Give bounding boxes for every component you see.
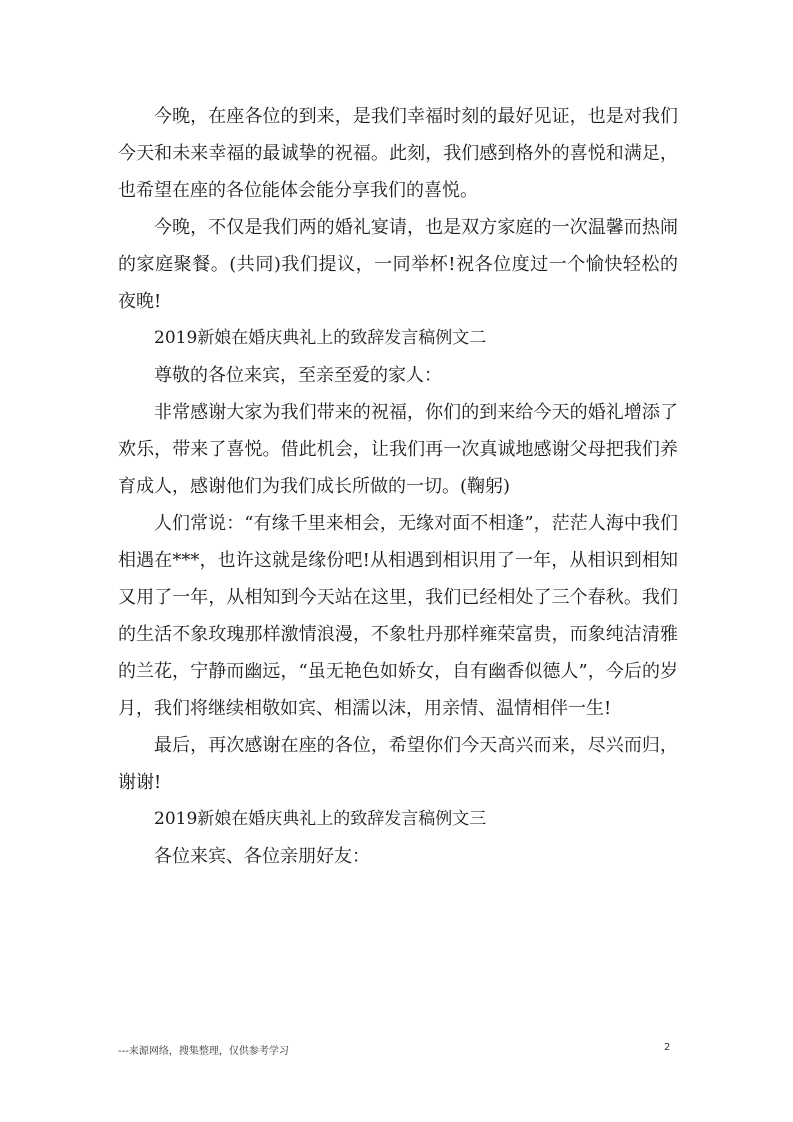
paragraph: 非常感谢大家为我们带来的祝福，你们的到来给今天的婚礼增添了欢乐，带来了喜悦。借此机会，让我们再一次真诚地感谢父母把我们养育成人，感谢他们为我们成长所做的一切。(鞠躬) [118, 402, 678, 497]
footer-source-note: ---来源网络，搜集整理，仅供参考学习 [118, 1046, 289, 1057]
document-body [118, 98, 678, 875]
salutation: 各位来宾、各位亲朋好友： [154, 846, 370, 867]
paragraph: 今晚，不仅是我们两的婚礼宴请，也是双方家庭的一次温馨而热闹的家庭聚餐。(共同)我们提议，一同举杯!祝各位度过一个愉快轻松的夜晚! [118, 217, 678, 312]
section-heading: 2019新娘在婚庆典礼上的致辞发言稿例文三 [154, 809, 487, 829]
paragraph: 最后，再次感谢在座的各位，希望你们今天高兴而来，尽兴而归，谢谢! [118, 735, 678, 793]
salutation: 尊敬的各位来宾，至亲至爱的家人： [154, 365, 442, 386]
section-heading: 2019新娘在婚庆典礼上的致辞发言稿例文二 [154, 328, 487, 348]
page-number: 2 [664, 1042, 671, 1053]
paragraph: 今晚，在座各位的到来，是我们幸福时刻的最好见证，也是对我们今天和未来幸福的最诚挚的祝福。此刻，我们感到格外的喜悦和满足，也希望在座的各位能体会能分享我们的喜悦。 [118, 106, 678, 201]
paragraph: 人们常说：“有缘千里来相会，无缘对面不相逢”，茫茫人海中我们相遇在***，也许这就是缘份吧!从相遇到相识用了一年，从相识到相知又用了一年，从相知到今天站在这里，我们已经相处了三个春秋。我们的生活不象玫瑰那样激情浪漫，不象牡丹那样雍荣富贵，而象纯洁清雅的兰花，宁静而幽远，“虽无艳色如娇女，自有幽香似德人”，今后的岁月，我们将继续相敬如宾、相濡以沫，用亲情、温情相伴一生! [118, 513, 678, 719]
